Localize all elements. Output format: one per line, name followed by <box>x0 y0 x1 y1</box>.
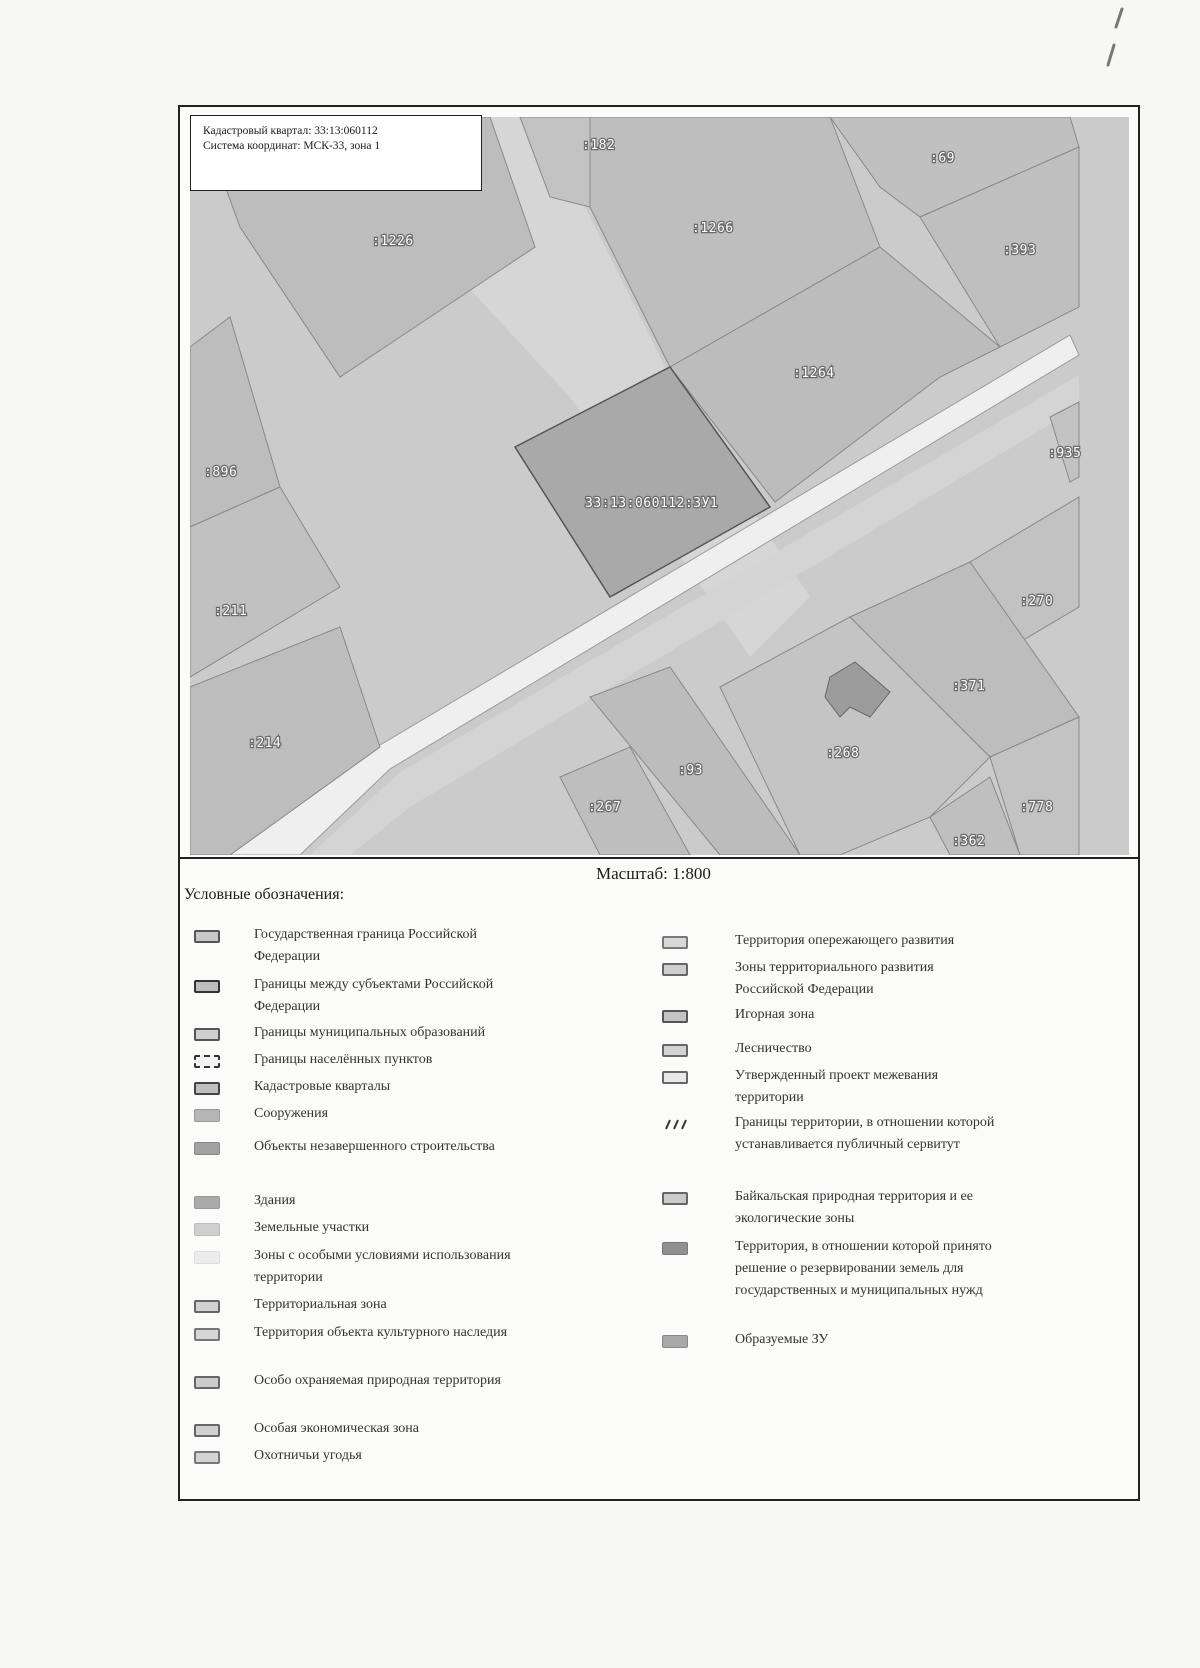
legend-swatch-icon <box>194 1028 220 1041</box>
legend-label: Территория, в отношении которой принято решение о резервировании земель для государственных и муниципальных нужд <box>735 1239 992 1298</box>
legend-swatch-icon <box>194 980 220 993</box>
legend-swatch-icon <box>194 1196 220 1209</box>
legend-label: Территориальная зона <box>254 1297 387 1312</box>
parcel-label-93: :93 <box>678 763 703 778</box>
parcel-label-270: :270 <box>1020 594 1054 609</box>
legend-swatch-icon <box>662 1044 688 1057</box>
legend-swatch-icon <box>662 1071 688 1084</box>
legend-label: Границы населённых пунктов <box>254 1052 433 1067</box>
legend-label: Государственная граница Российской Федерации <box>254 927 478 964</box>
legend-label: Границы между субъектами Российской Федерации <box>254 977 494 1014</box>
legend-swatch-icon <box>194 1055 220 1068</box>
parcel-label-896: :896 <box>204 465 238 480</box>
legend-label: Кадастровые кварталы <box>254 1079 391 1094</box>
cadastral-map[interactable] <box>190 117 1129 855</box>
legend-label: Сооружения <box>254 1106 329 1121</box>
legend-swatch-icon <box>662 963 688 976</box>
legend-label: Особая экономическая зона <box>254 1421 419 1436</box>
parcel-label-362: :362 <box>952 834 986 849</box>
legend-label: Территория опережающего развития <box>735 933 955 948</box>
legend-label: Утвержденный проект межевания территории <box>735 1068 939 1105</box>
parcel-label-182: :182 <box>582 138 616 153</box>
map-legend-divider <box>178 857 1140 859</box>
legend-swatch-icon <box>194 1082 220 1095</box>
parcel-label-1264: :1264 <box>793 366 835 381</box>
legend-label: Территория объекта культурного наследия <box>254 1325 508 1340</box>
legend-label: Игорная зона <box>735 1007 815 1022</box>
parcel-label-1266: :1266 <box>692 221 734 236</box>
legend-label: Зоны территориального развития Российской Федерации <box>735 960 934 997</box>
parcel-label-1226: :1226 <box>372 234 414 249</box>
parcel-label-935: :935 <box>1048 446 1082 461</box>
legend-swatch-icon <box>194 1142 220 1155</box>
legend-swatch-icon <box>194 1223 220 1236</box>
legend-label: Земельные участки <box>254 1220 370 1235</box>
map-info-box <box>190 115 482 191</box>
parcel-label-267: :267 <box>588 800 622 815</box>
legend-swatch-icon <box>662 1242 688 1255</box>
legend-label: Здания <box>254 1193 296 1208</box>
legend-swatch-icon <box>194 930 220 943</box>
parcel-label-69: :69 <box>930 151 955 166</box>
legend-label: Лесничество <box>735 1041 812 1056</box>
parcel-label-214: :214 <box>248 736 282 751</box>
legend-swatch-icon <box>662 1192 688 1205</box>
legend-label: Границы муниципальных образований <box>254 1025 486 1040</box>
legend-label: Байкальская природная территория и ее экологические зоны <box>735 1189 973 1226</box>
legend-swatch-icon <box>662 936 688 949</box>
parcel-label-211: :211 <box>214 604 248 619</box>
map-canvas <box>190 117 1129 855</box>
legend-swatch-icon <box>194 1300 220 1313</box>
legend-label: Границы территории, в отношении которой устанавливается публичный сервитут <box>735 1115 995 1152</box>
legend-label: Зоны с особыми условиями использования территории <box>254 1248 511 1285</box>
legend-swatch-icon <box>194 1376 220 1389</box>
legend-swatch-icon <box>194 1451 220 1464</box>
legend-title: Условные обозначения: <box>184 886 345 903</box>
legend-swatch-icon <box>194 1328 220 1341</box>
legend-label: Объекты незавершенного строительства <box>254 1139 495 1154</box>
parcel-label-268: :268 <box>826 746 860 761</box>
legend-label: Особо охраняемая природная территория <box>254 1373 501 1388</box>
map-scale: Масштаб: 1:800 <box>596 864 711 883</box>
legend-swatch-icon <box>662 1010 688 1023</box>
legend-label: Охотничьи угодья <box>254 1448 362 1463</box>
parcel-label-zu1: 33:13:060112:ЗУ1 <box>585 496 719 511</box>
legend-swatch-icon <box>194 1424 220 1437</box>
legend-label: Образуемые ЗУ <box>735 1332 829 1347</box>
cadastral-quarter-text: Кадастровый квартал: 33:13:060112 <box>203 125 378 137</box>
legend-swatch-icon <box>662 1118 688 1131</box>
staple-mark-icon <box>1098 5 1128 73</box>
coordinate-system-text: Система координат: МСК-33, зона 1 <box>203 140 381 152</box>
parcel-label-778: :778 <box>1020 800 1054 815</box>
legend-swatch-icon <box>662 1335 688 1348</box>
legend-swatch-icon <box>194 1109 220 1122</box>
parcel-label-371: :371 <box>952 679 986 694</box>
legend-swatch-icon <box>194 1251 220 1264</box>
parcel-label-393: :393 <box>1003 243 1037 258</box>
